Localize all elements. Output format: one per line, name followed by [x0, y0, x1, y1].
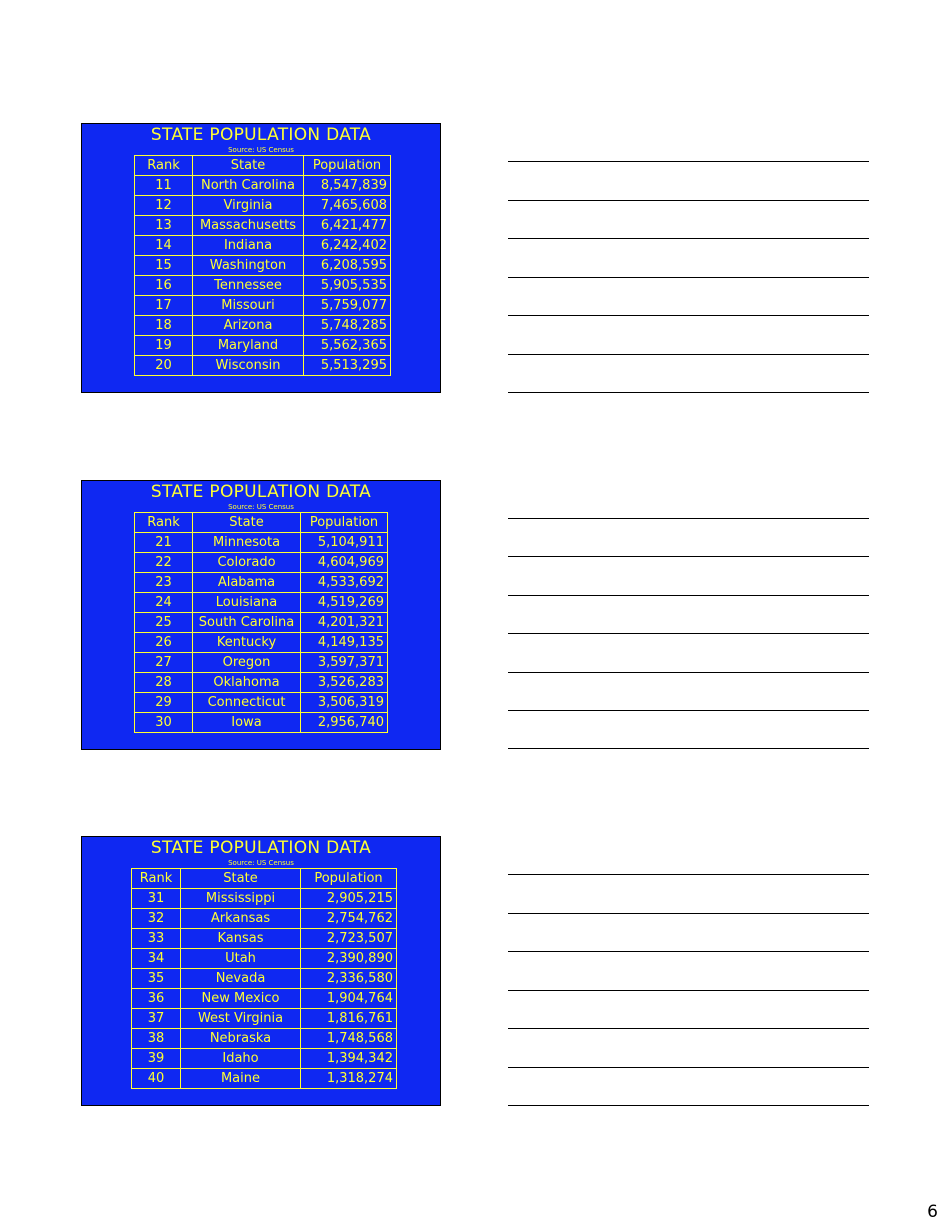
table-row	[132, 989, 397, 1009]
header-rank: Rank	[135, 156, 193, 176]
cell-state: South Carolina	[193, 613, 301, 633]
table-row	[135, 316, 391, 336]
table-row	[135, 256, 391, 276]
note-line	[508, 200, 869, 201]
cell-state: Minnesota	[193, 533, 301, 553]
header-rank: Rank	[132, 869, 181, 889]
cell-state: Kansas	[181, 929, 301, 949]
header-population: Population	[301, 869, 397, 889]
cell-population: 6,242,402	[304, 236, 391, 256]
note-line	[508, 161, 869, 162]
cell-rank: 26	[135, 633, 193, 653]
cell-state: Kentucky	[193, 633, 301, 653]
note-line	[508, 1028, 869, 1029]
cell-state: Nebraska	[181, 1029, 301, 1049]
cell-rank: 37	[132, 1009, 181, 1029]
cell-state: Nevada	[181, 969, 301, 989]
table-row	[135, 533, 388, 553]
cell-state: Maryland	[193, 336, 304, 356]
table-row	[135, 276, 391, 296]
cell-population: 1,904,764	[301, 989, 397, 1009]
cell-population: 2,336,580	[301, 969, 397, 989]
table-row	[132, 1009, 397, 1029]
cell-rank: 15	[135, 256, 193, 276]
cell-state: North Carolina	[193, 176, 304, 196]
cell-state: New Mexico	[181, 989, 301, 1009]
note-line	[508, 633, 869, 634]
cell-rank: 24	[135, 593, 193, 613]
table-row	[135, 653, 388, 673]
cell-rank: 12	[135, 196, 193, 216]
cell-population: 8,547,839	[304, 176, 391, 196]
cell-population: 4,201,321	[301, 613, 388, 633]
cell-state: Wisconsin	[193, 356, 304, 376]
table-row	[132, 1029, 397, 1049]
cell-population: 4,149,135	[301, 633, 388, 653]
table-row	[132, 1049, 397, 1069]
cell-state: Missouri	[193, 296, 304, 316]
page-number: 6	[927, 1202, 938, 1222]
table-row	[135, 553, 388, 573]
cell-population: 1,816,761	[301, 1009, 397, 1029]
table-row	[132, 949, 397, 969]
population-table	[131, 868, 397, 1089]
cell-population: 5,748,285	[304, 316, 391, 336]
header-state: State	[193, 156, 304, 176]
note-line	[508, 913, 869, 914]
table-row	[135, 336, 391, 356]
table-header-row	[135, 513, 388, 533]
cell-rank: 29	[135, 693, 193, 713]
slide-source: Source: US Census	[228, 146, 294, 154]
cell-population: 1,318,274	[301, 1069, 397, 1089]
cell-population: 5,759,077	[304, 296, 391, 316]
table-row	[135, 356, 391, 376]
note-line	[508, 277, 869, 278]
table-row	[135, 593, 388, 613]
note-line	[508, 315, 869, 316]
slide-source: Source: US Census	[228, 859, 294, 867]
cell-population: 4,533,692	[301, 573, 388, 593]
note-line	[508, 990, 869, 991]
cell-population: 5,905,535	[304, 276, 391, 296]
header-state: State	[181, 869, 301, 889]
header-state: State	[193, 513, 301, 533]
header-rank: Rank	[135, 513, 193, 533]
cell-state: Tennessee	[193, 276, 304, 296]
slide-2	[81, 480, 441, 750]
cell-state: Oklahoma	[193, 673, 301, 693]
cell-population: 5,104,911	[301, 533, 388, 553]
slide-title: STATE POPULATION DATA	[150, 482, 372, 502]
cell-population: 4,604,969	[301, 553, 388, 573]
cell-rank: 21	[135, 533, 193, 553]
cell-population: 6,421,477	[304, 216, 391, 236]
cell-rank: 31	[132, 889, 181, 909]
cell-rank: 30	[135, 713, 193, 733]
table-row	[135, 573, 388, 593]
cell-rank: 18	[135, 316, 193, 336]
cell-population: 5,562,365	[304, 336, 391, 356]
cell-state: Connecticut	[193, 693, 301, 713]
note-line	[508, 1067, 869, 1068]
table-row	[135, 713, 388, 733]
cell-state: Washington	[193, 256, 304, 276]
table-row	[132, 889, 397, 909]
population-table	[134, 155, 391, 376]
table-row	[135, 236, 391, 256]
note-line	[508, 672, 869, 673]
table-header-row	[132, 869, 397, 889]
table-row	[132, 969, 397, 989]
table-row	[135, 196, 391, 216]
table-row	[135, 296, 391, 316]
cell-rank: 16	[135, 276, 193, 296]
cell-rank: 25	[135, 613, 193, 633]
cell-rank: 32	[132, 909, 181, 929]
table-row	[135, 633, 388, 653]
cell-state: Colorado	[193, 553, 301, 573]
cell-rank: 28	[135, 673, 193, 693]
cell-state: Mississippi	[181, 889, 301, 909]
cell-population: 7,465,608	[304, 196, 391, 216]
table-row	[135, 176, 391, 196]
cell-rank: 40	[132, 1069, 181, 1089]
cell-population: 3,506,319	[301, 693, 388, 713]
cell-rank: 23	[135, 573, 193, 593]
cell-population: 3,597,371	[301, 653, 388, 673]
table-row	[132, 1069, 397, 1089]
slide-3	[81, 836, 441, 1106]
cell-population: 2,723,507	[301, 929, 397, 949]
cell-population: 4,519,269	[301, 593, 388, 613]
note-line	[508, 1105, 869, 1106]
note-line	[508, 392, 869, 393]
cell-state: Maine	[181, 1069, 301, 1089]
cell-population: 1,394,342	[301, 1049, 397, 1069]
header-population: Population	[301, 513, 388, 533]
slide-source: Source: US Census	[228, 503, 294, 511]
table-header-row	[135, 156, 391, 176]
note-line	[508, 710, 869, 711]
cell-population: 5,513,295	[304, 356, 391, 376]
cell-state: Indiana	[193, 236, 304, 256]
table-row	[135, 673, 388, 693]
table-row	[135, 216, 391, 236]
note-line	[508, 518, 869, 519]
cell-state: Utah	[181, 949, 301, 969]
cell-rank: 17	[135, 296, 193, 316]
cell-population: 3,526,283	[301, 673, 388, 693]
cell-rank: 34	[132, 949, 181, 969]
cell-state: Iowa	[193, 713, 301, 733]
table-row	[135, 613, 388, 633]
cell-state: Massachusetts	[193, 216, 304, 236]
cell-state: Oregon	[193, 653, 301, 673]
cell-population: 2,390,890	[301, 949, 397, 969]
cell-population: 2,905,215	[301, 889, 397, 909]
note-line	[508, 748, 869, 749]
cell-state: Idaho	[181, 1049, 301, 1069]
table-row	[132, 909, 397, 929]
cell-population: 6,208,595	[304, 256, 391, 276]
cell-rank: 13	[135, 216, 193, 236]
slide-title: STATE POPULATION DATA	[150, 838, 372, 858]
cell-state: Louisiana	[193, 593, 301, 613]
cell-population: 1,748,568	[301, 1029, 397, 1049]
cell-rank: 38	[132, 1029, 181, 1049]
cell-rank: 36	[132, 989, 181, 1009]
cell-state: West Virginia	[181, 1009, 301, 1029]
cell-rank: 20	[135, 356, 193, 376]
note-line	[508, 354, 869, 355]
note-line	[508, 595, 869, 596]
cell-rank: 11	[135, 176, 193, 196]
header-population: Population	[304, 156, 391, 176]
cell-rank: 39	[132, 1049, 181, 1069]
slide-title: STATE POPULATION DATA	[150, 125, 372, 145]
slide-1	[81, 123, 441, 393]
note-line	[508, 556, 869, 557]
table-row	[135, 693, 388, 713]
cell-rank: 14	[135, 236, 193, 256]
note-line	[508, 951, 869, 952]
table-row	[132, 929, 397, 949]
population-table	[134, 512, 388, 733]
note-line	[508, 874, 869, 875]
cell-state: Virginia	[193, 196, 304, 216]
cell-rank: 33	[132, 929, 181, 949]
cell-rank: 19	[135, 336, 193, 356]
cell-population: 2,754,762	[301, 909, 397, 929]
cell-rank: 35	[132, 969, 181, 989]
cell-state: Arkansas	[181, 909, 301, 929]
note-line	[508, 238, 869, 239]
cell-rank: 22	[135, 553, 193, 573]
cell-state: Arizona	[193, 316, 304, 336]
cell-state: Alabama	[193, 573, 301, 593]
cell-population: 2,956,740	[301, 713, 388, 733]
cell-rank: 27	[135, 653, 193, 673]
